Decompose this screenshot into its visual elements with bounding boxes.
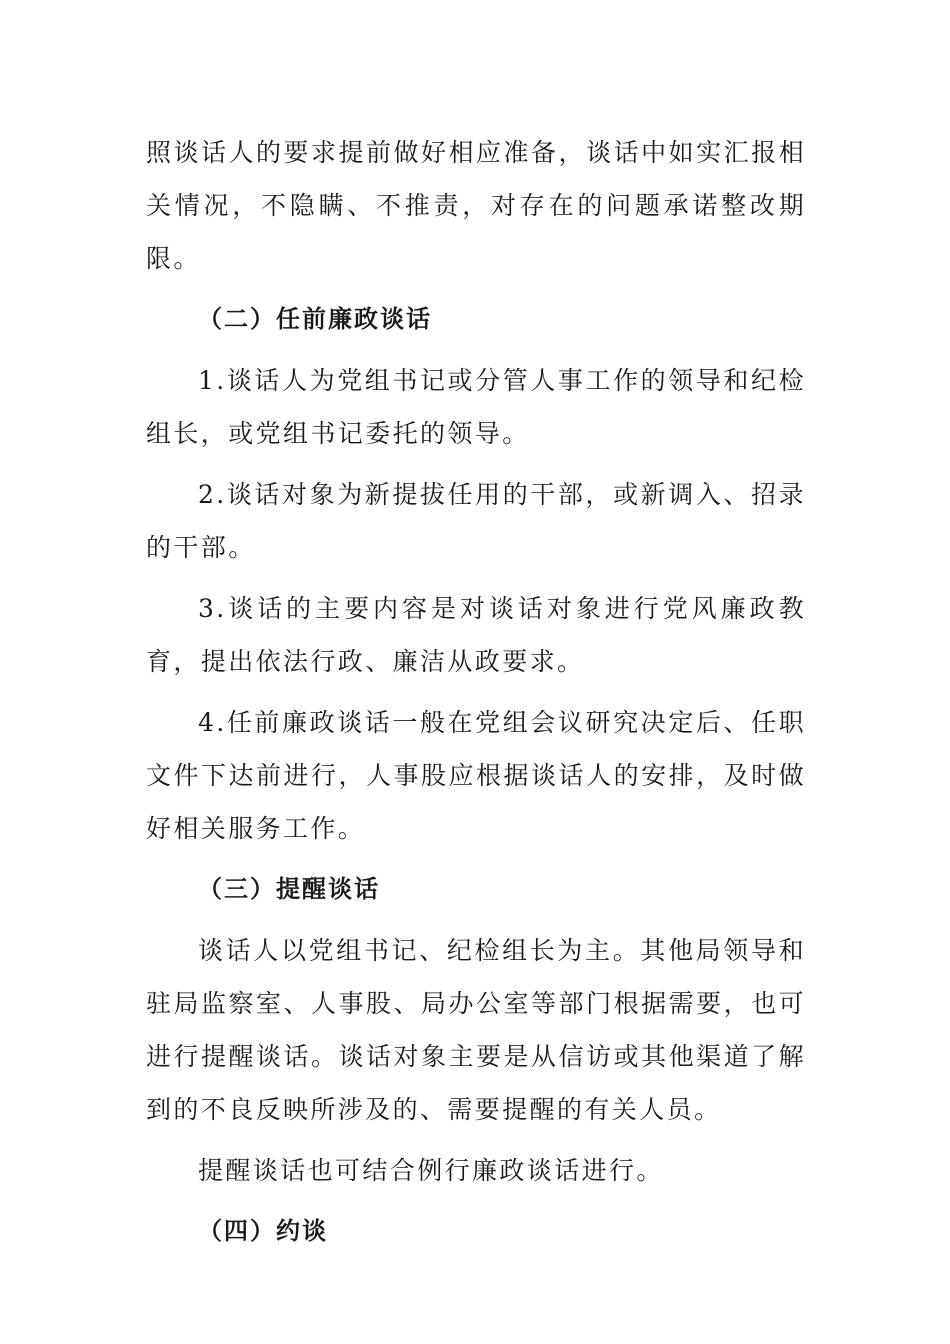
- section-heading-reminder-talk: （三）提醒谈话: [198, 875, 380, 903]
- list-item: 3.谈话的主要内容是对谈话对象进行党风廉政教育，提出依法行政、廉洁从政要求。: [146, 594, 806, 676]
- section-heading-interview: （四）约谈: [198, 1217, 328, 1245]
- list-item: 1.谈话人为党组书记或分管人事工作的领导和纪检组长，或党组书记委托的领导。: [146, 366, 806, 448]
- list-item: 4.任前廉政谈话一般在党组会议研究决定后、任职文件下达前进行，人事股应根据谈话人的安排，及时做好相关服务工作。: [146, 708, 806, 843]
- body-paragraph: 提醒谈话也可结合例行廉政谈话进行。: [198, 1156, 664, 1185]
- list-item: 2.谈话对象为新提拔任用的干部，或新调入、招录的干部。: [146, 480, 806, 562]
- document-body: [146, 126, 806, 1266]
- continuation-paragraph: 照谈话人的要求提前做好相应准备，谈话中如实汇报相关情况，不隐瞒、不推责，对存在的问题承诺整改期限。: [146, 138, 806, 273]
- body-paragraph: 谈话人以党组书记、纪检组长为主。其他局领导和驻局监察室、人事股、局办公室等部门根据需要，也可进行提醒谈话。谈话对象主要是从信访或其他渠道了解到的不良反映所涉及的、需要提醒的有关人员。: [146, 936, 806, 1124]
- section-heading-pre-appointment-talk: （二）任前廉政谈话: [198, 305, 432, 333]
